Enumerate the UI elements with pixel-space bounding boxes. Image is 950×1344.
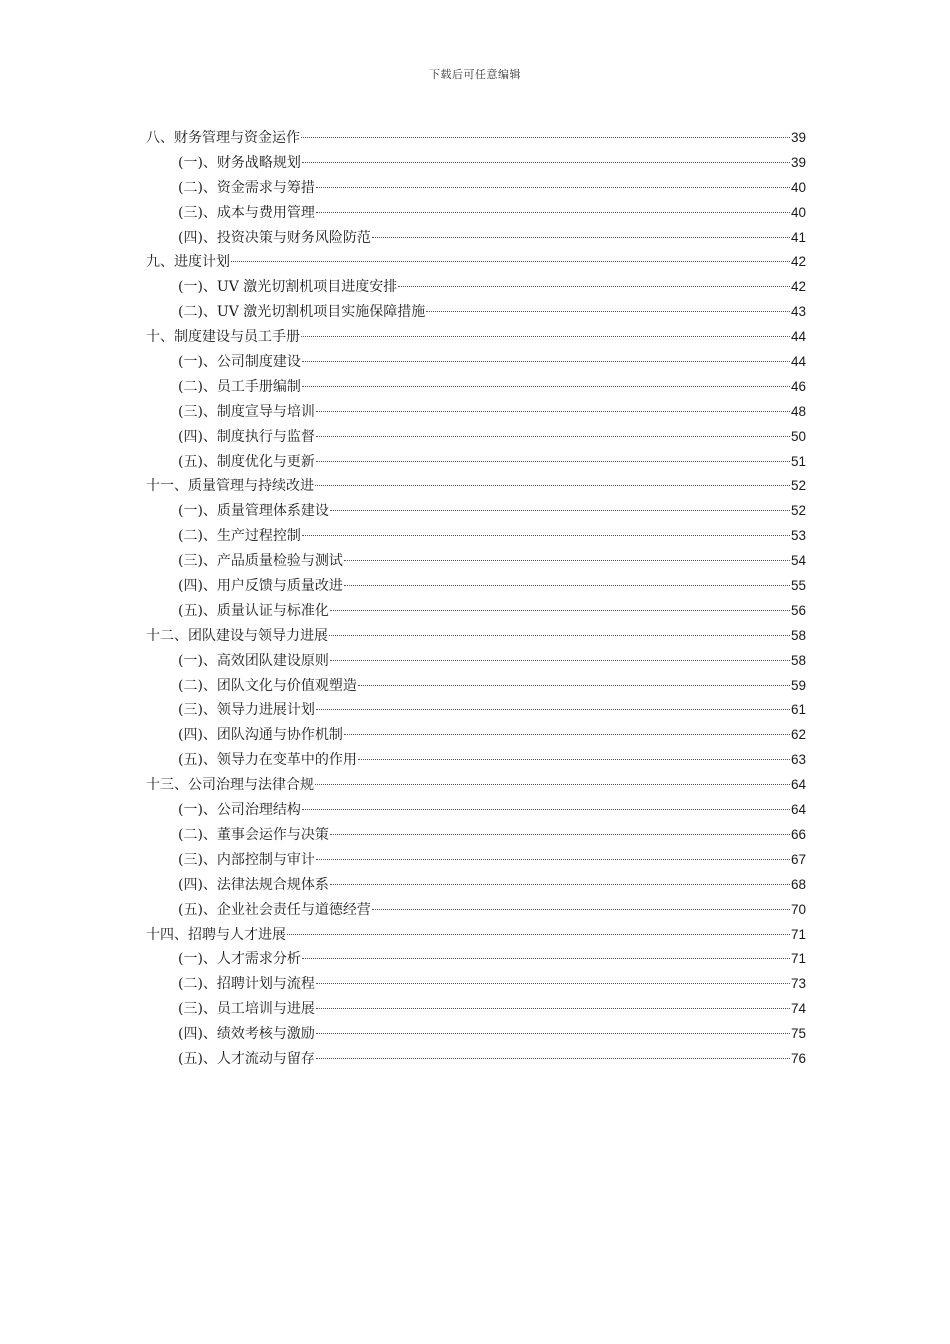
toc-page-number: 46 [790, 378, 806, 394]
toc-entry-title: (四)、法律法规合规体系 [178, 876, 329, 893]
toc-dot-leader [316, 709, 790, 710]
toc-section-entry[interactable] [146, 599, 806, 624]
toc-page-number: 68 [790, 876, 806, 892]
toc-entry-title: (三)、领导力进展计划 [178, 702, 315, 719]
toc-entry-title: 九、进度计划 [146, 254, 230, 271]
toc-section-entry[interactable] [146, 1047, 806, 1072]
toc-section-entry[interactable] [146, 997, 806, 1022]
toc-entry-title: (一)、公司制度建设 [178, 354, 301, 371]
toc-page-number: 54 [790, 553, 806, 569]
toc-dot-leader [344, 560, 790, 561]
toc-dot-leader [316, 1008, 790, 1009]
toc-entry-title: (四)、制度执行与监督 [178, 428, 315, 445]
toc-dot-leader [316, 411, 790, 412]
toc-entry-title: (一)、高效团队建设原则 [178, 652, 329, 669]
toc-dot-leader [301, 137, 790, 138]
toc-page-number: 56 [790, 602, 806, 618]
toc-page-number: 40 [790, 179, 806, 195]
toc-section-entry[interactable] [146, 873, 806, 898]
toc-page-number: 42 [790, 254, 806, 270]
toc-entry-title: 十二、团队建设与领导力进展 [146, 627, 328, 644]
toc-dot-leader [329, 635, 790, 636]
toc-page-number: 44 [790, 329, 806, 345]
toc-entry-title: (一)、财务战略规划 [178, 154, 301, 171]
toc-section-entry[interactable] [146, 350, 806, 375]
toc-section-entry[interactable] [146, 1022, 806, 1047]
toc-dot-leader [316, 187, 790, 188]
toc-entry-title: (三)、员工培训与进展 [178, 1001, 315, 1018]
toc-page-number: 55 [790, 578, 806, 594]
toc-section-entry[interactable] [146, 300, 806, 325]
toc-page-number: 61 [790, 702, 806, 718]
toc-chapter-entry[interactable] [146, 923, 806, 948]
toc-section-entry[interactable] [146, 674, 806, 699]
toc-entry-title: (二)、生产过程控制 [178, 528, 301, 545]
toc-page-number: 62 [790, 727, 806, 743]
toc-dot-leader [330, 510, 790, 511]
toc-page-number: 71 [790, 951, 806, 967]
toc-section-entry[interactable] [146, 574, 806, 599]
toc-entry-title: (五)、质量认证与标准化 [178, 602, 329, 619]
toc-page-number: 53 [790, 528, 806, 544]
toc-dot-leader [301, 336, 790, 337]
toc-section-entry[interactable] [146, 151, 806, 176]
toc-dot-leader [302, 361, 790, 362]
toc-page-number: 58 [790, 627, 806, 643]
page-header: 下载后可任意编辑 [429, 68, 521, 81]
toc-section-entry[interactable] [146, 425, 806, 450]
toc-section-entry[interactable] [146, 201, 806, 226]
toc-dot-leader [398, 286, 790, 287]
toc-entry-title: (五)、制度优化与更新 [178, 453, 315, 470]
toc-entry-title: (二)、UV 激光切割机项目实施保障措施 [178, 304, 426, 321]
toc-dot-leader [316, 983, 790, 984]
toc-page-number: 66 [790, 826, 806, 842]
toc-page-number: 39 [790, 154, 806, 170]
toc-dot-leader [330, 660, 790, 661]
toc-section-entry[interactable] [146, 375, 806, 400]
toc-entry-title: (四)、绩效考核与激励 [178, 1026, 315, 1043]
toc-entry-title: (一)、UV 激光切割机项目进度安排 [178, 279, 398, 296]
toc-dot-leader [315, 784, 790, 785]
toc-section-entry[interactable] [146, 898, 806, 923]
toc-section-entry[interactable] [146, 698, 806, 723]
toc-entry-title: (三)、制度宣导与培训 [178, 403, 315, 420]
toc-page-number: 63 [790, 752, 806, 768]
toc-dot-leader [316, 461, 790, 462]
toc-entry-title: (五)、企业社会责任与道德经营 [178, 901, 371, 918]
toc-page-number: 39 [790, 130, 806, 145]
toc-entry-title: (二)、招聘计划与流程 [178, 976, 315, 993]
toc-page-number: 41 [790, 229, 806, 245]
toc-entry-title: (四)、用户反馈与质量改进 [178, 578, 343, 595]
toc-page-number: 50 [790, 428, 806, 444]
toc-entry-title: (二)、团队文化与价值观塑造 [178, 677, 357, 694]
toc-dot-leader [330, 610, 790, 611]
toc-section-entry[interactable] [146, 499, 806, 524]
toc-dot-leader [231, 261, 790, 262]
toc-entry-title: (三)、内部控制与审计 [178, 851, 315, 868]
toc-dot-leader [358, 685, 790, 686]
toc-entry-title: (二)、董事会运作与决策 [178, 826, 329, 843]
toc-section-entry[interactable] [146, 723, 806, 748]
toc-entry-title: (二)、员工手册编制 [178, 378, 301, 395]
toc-entry-title: (四)、团队沟通与协作机制 [178, 727, 343, 744]
toc-entry-title: (三)、产品质量检验与测试 [178, 553, 343, 570]
toc-page-number: 42 [790, 279, 806, 295]
toc-chapter-entry[interactable] [146, 773, 806, 798]
toc-chapter-entry[interactable] [146, 250, 806, 275]
toc-entry-title: (四)、投资决策与财务风险防范 [178, 229, 371, 246]
toc-page-number: 44 [790, 354, 806, 370]
toc-section-entry[interactable] [146, 823, 806, 848]
toc-section-entry[interactable] [146, 275, 806, 300]
toc-dot-leader [287, 934, 790, 935]
toc-page-number: 64 [790, 777, 806, 793]
toc-section-entry[interactable] [146, 798, 806, 823]
toc-dot-leader [316, 859, 790, 860]
toc-entry-title: (一)、公司治理结构 [178, 802, 301, 819]
toc-section-entry[interactable] [146, 649, 806, 674]
toc-page-number: 64 [790, 802, 806, 818]
toc-dot-leader [372, 909, 790, 910]
toc-page-number: 76 [790, 1050, 806, 1066]
toc-page-number: 59 [790, 677, 806, 693]
toc-dot-leader [330, 884, 790, 885]
toc-entry-title: 十三、公司治理与法律合规 [146, 777, 314, 794]
toc-entry-title: (二)、资金需求与筹措 [178, 179, 315, 196]
table-of-contents [146, 126, 806, 1072]
toc-section-entry[interactable] [146, 947, 806, 972]
toc-dot-leader [302, 386, 790, 387]
toc-dot-leader [344, 585, 790, 586]
toc-section-entry[interactable] [146, 450, 806, 475]
toc-page-number: 52 [790, 478, 806, 494]
toc-dot-leader [302, 535, 790, 536]
toc-section-entry[interactable] [146, 972, 806, 997]
toc-dot-leader [302, 958, 790, 959]
toc-entry-title: (一)、人才需求分析 [178, 951, 301, 968]
toc-chapter-entry[interactable] [146, 624, 806, 649]
toc-dot-leader [316, 436, 790, 437]
toc-dot-leader [302, 809, 790, 810]
toc-page-number: 71 [790, 926, 806, 942]
toc-entry-title: (三)、成本与费用管理 [178, 204, 315, 221]
toc-page-number: 74 [790, 1001, 806, 1017]
toc-dot-leader [315, 485, 790, 486]
toc-dot-leader [358, 759, 790, 760]
toc-page-number: 67 [790, 851, 806, 867]
toc-chapter-entry[interactable] [146, 474, 806, 499]
toc-chapter-entry[interactable] [146, 325, 806, 350]
toc-section-entry[interactable] [146, 524, 806, 549]
toc-entry-title: 十一、质量管理与持续改进 [146, 478, 314, 495]
toc-entry-title: (五)、领导力在变革中的作用 [178, 752, 357, 769]
toc-section-entry[interactable] [146, 226, 806, 251]
toc-entry-title: (一)、质量管理体系建设 [178, 503, 329, 520]
toc-dot-leader [316, 1058, 790, 1059]
toc-dot-leader [316, 1033, 790, 1034]
toc-dot-leader [372, 237, 790, 238]
toc-dot-leader [316, 212, 790, 213]
toc-section-entry[interactable] [146, 176, 806, 201]
toc-entry-title: (五)、人才流动与留存 [178, 1050, 315, 1067]
toc-dot-leader [344, 734, 790, 735]
toc-section-entry[interactable] [146, 848, 806, 873]
toc-page-number: 75 [790, 1026, 806, 1042]
toc-page-number: 52 [790, 503, 806, 519]
toc-page-number: 51 [790, 453, 806, 469]
toc-page-number: 73 [790, 976, 806, 992]
toc-page-number: 48 [790, 403, 806, 419]
toc-page-number: 58 [790, 652, 806, 668]
toc-chapter-entry[interactable] [146, 126, 806, 151]
toc-entry-title: 十、制度建设与员工手册 [146, 329, 300, 346]
toc-page-number: 40 [790, 204, 806, 220]
toc-entry-title: 十四、招聘与人才进展 [146, 926, 286, 943]
toc-section-entry[interactable] [146, 549, 806, 574]
toc-page-number: 70 [790, 901, 806, 917]
toc-dot-leader [302, 162, 790, 163]
toc-entry-title: 八、财务管理与资金运作 [146, 130, 300, 146]
toc-dot-leader [330, 834, 790, 835]
toc-dot-leader [426, 311, 790, 312]
toc-section-entry[interactable] [146, 400, 806, 425]
toc-section-entry[interactable] [146, 748, 806, 773]
toc-page-number: 43 [790, 304, 806, 320]
